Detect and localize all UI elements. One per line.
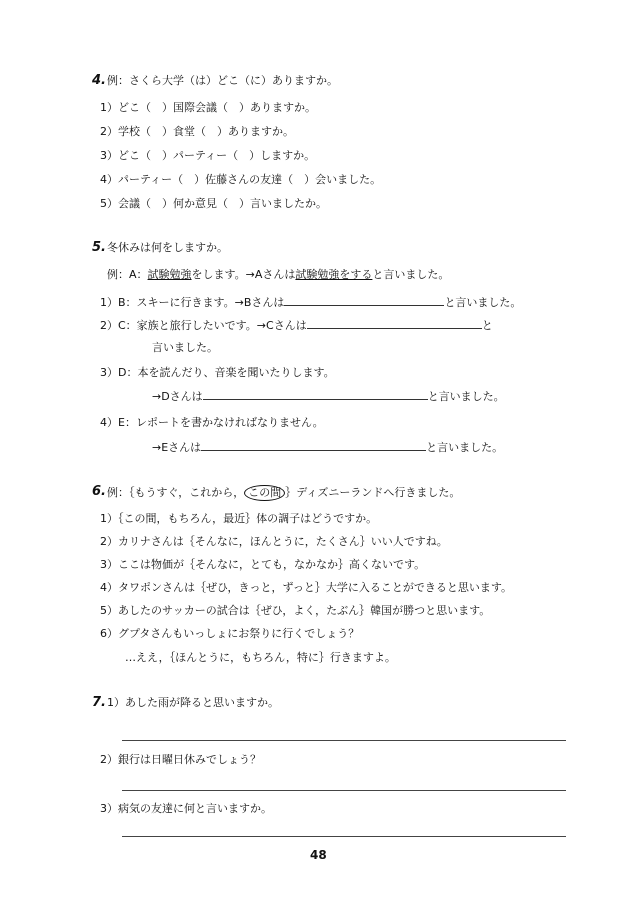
question-item: 2）学校（ ）食堂（ ）ありますか。 — [100, 125, 294, 138]
question-item: 5）会議（ ）何か意見（ ）言いましたか。 — [100, 197, 327, 210]
question-item: 2）銀行は日曜日休みでしょう？ — [100, 753, 261, 766]
question-item: 2）カリナさんは｛そんなに，ほんとうに，たくさん｝いい人ですね。 — [100, 535, 448, 548]
question-item: 4）タワポンさんは｛ぜひ，きっと，ずっと｝大学に入ることができると思います。 — [100, 581, 513, 594]
question-item: 5）あしたのサッカーの試合は｛ぜひ，よく，たぶん｝韓国が勝つと思います。 — [100, 604, 491, 617]
question-item: 1）B：スキーに行きます。→Bさんは と言いました。 — [100, 296, 522, 309]
question-item: 1）どこ（ ）国際会議（ ）ありますか。 — [100, 101, 316, 114]
question-item: 6）グプタさんもいっしょにお祭りに行くでしょう？ — [100, 627, 360, 640]
question-item: 3）どこ（ ）パーティー（ ）しますか。 — [100, 149, 316, 162]
example-sentence: 例：A：試験勉強をします。→Aさんは試験勉強をすると言いました。 — [107, 268, 450, 281]
example-sentence: 例：｛もうすぐ，これから， この間 ｝ディズニーランドへ行きました。 — [107, 486, 461, 499]
question-item: 4）E：レポートを書かなければなりません。 — [100, 416, 324, 429]
answer-line: →Dさんは と言いました。 — [152, 390, 505, 403]
question-item: 3）ここは物価が｛そんなに，とても，なかなか｝高くないです。 — [100, 558, 426, 571]
question-item: 1）あした雨が降ると思いますか。 — [107, 696, 279, 709]
example-sentence: 例：さくら大学（は）どこ（に）ありますか。 — [107, 74, 338, 87]
answer-blank[interactable] — [203, 389, 428, 400]
question-item: 2）C：家族と旅行したいです。→Cさんは と — [100, 319, 493, 332]
exercise-number: 4. — [92, 73, 106, 88]
continuation-text: 言いました。 — [152, 341, 218, 354]
answer-line[interactable] — [122, 836, 566, 837]
question-item: 3）病気の友達に何と言いますか。 — [100, 802, 272, 815]
answer-line[interactable] — [122, 740, 566, 741]
question-item: 1）｛この間，もちろん，最近｝体の調子はどうですか。 — [100, 512, 378, 525]
answer-line[interactable] — [122, 790, 566, 791]
exercise-number: 6. — [92, 484, 106, 499]
exercise-prompt: 冬休みは何をしますか。 — [107, 241, 228, 254]
answer-blank[interactable] — [201, 440, 426, 451]
exercise-number: 7. — [92, 695, 106, 710]
exercise-number: 5. — [92, 240, 106, 255]
reply-line: …ええ，｛ほんとうに，もちろん，特に｝行きますよ。 — [125, 651, 396, 664]
answer-blank[interactable] — [307, 318, 482, 329]
page-number: 48 — [310, 848, 327, 862]
answer-line: →Eさんは と言いました。 — [152, 441, 504, 454]
circled-answer: この間 — [244, 485, 285, 501]
answer-blank[interactable] — [284, 295, 444, 306]
question-item: 3）D：本を読んだり、音楽を聞いたりします。 — [100, 366, 335, 379]
question-item: 4）パーティー（ ）佐藤さんの友達（ ）会いました。 — [100, 173, 382, 186]
